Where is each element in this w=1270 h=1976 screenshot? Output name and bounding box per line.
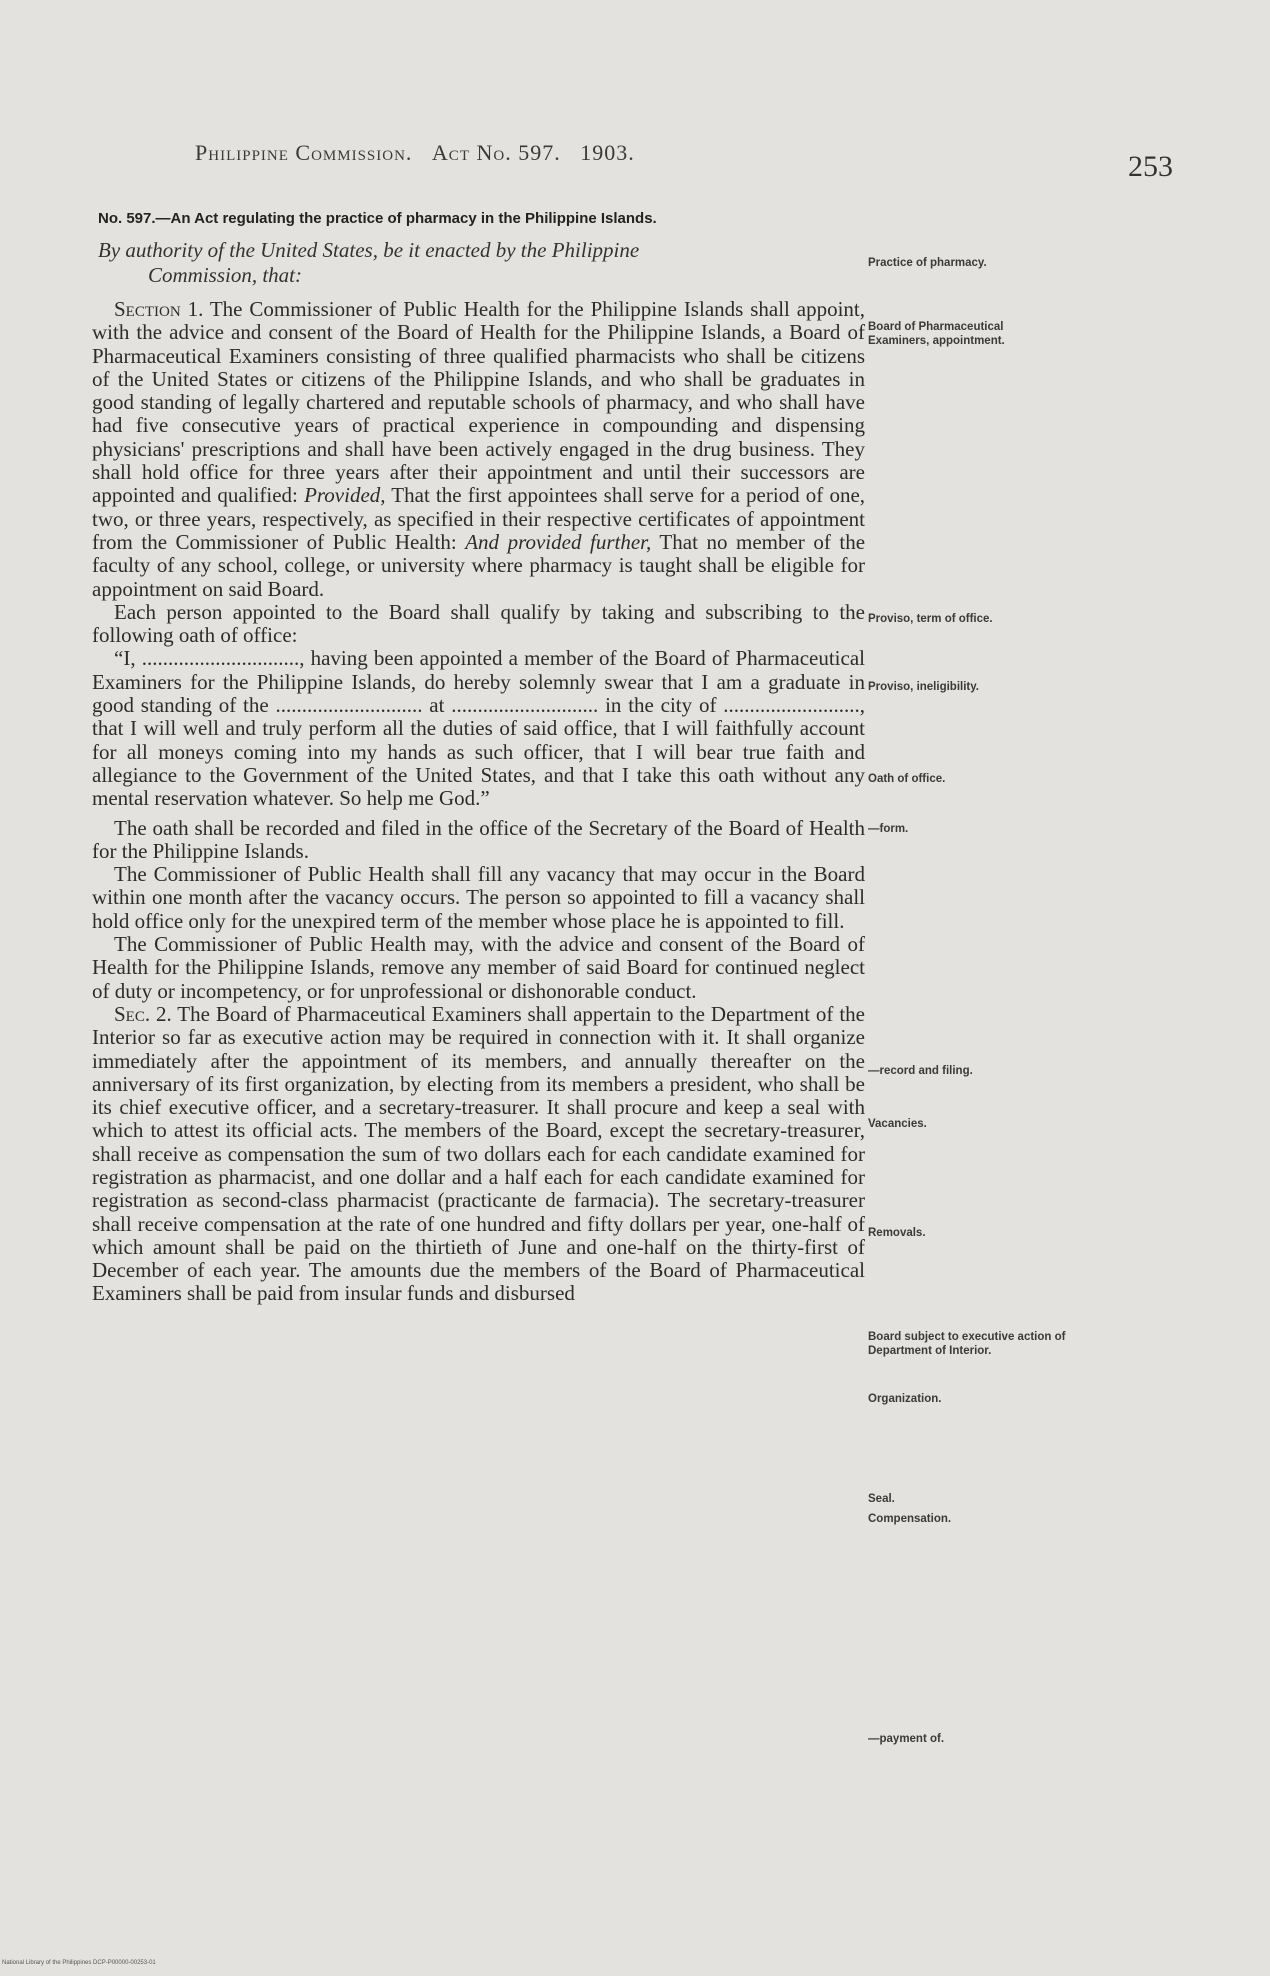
margin-note-form: —form. [868, 823, 909, 835]
oath-record-paragraph: The oath shall be recorded and filed in the office of the Secretary of the Board of Health for the Philippine Islands. [92, 815, 865, 863]
vacancies-paragraph: The Commissioner of Public Health shall fill any vacancy that may occur in the Board within one month after the vacancy occurs. The person so appointed to fill a vacancy shall hold office only for the unexpired term of the member whose place he is appointed to fill. [92, 862, 865, 933]
margin-note-compensation: Compensation. [868, 1513, 952, 1525]
section-2-text: The Board of Pharmaceutical Examiners shall appertain to the Department of the Interior so far as executive action may be required in connection with it. It shall organize immediately after the appointment of its members, and annually thereafter on the anniversary of its first organization, by electing from its members a president, who shall be its chief executive officer, and a secretary-treasurer. It shall procure and keep a seal with which to attest its official acts. The members of the Board, except the secretary-treasurer, shall receive as compensation the sum of two dollars each for each candidate examined for registration as pharmacist, and one dollar and a half each for each candidate examined for registration as second-class pharmacist (practicante de farmacia). The secretary-treasurer shall receive compensation at the rate of one hundred and fifty dollars per year, one-half of which amount shall be paid on the thirtieth of June and one-half on the thirty-first of December of each year. The amounts due the members of the Board of Pharmaceutical Examiners shall be paid from insular funds and disbursed [92, 1001, 865, 1306]
margin-note-record: —record and filing. [868, 1065, 973, 1077]
act-title: No. 597.—An Act regulating the practice of pharmacy in the Philippine Islands. [98, 210, 657, 227]
margin-note-seal: Seal. [868, 1493, 895, 1505]
running-head-commission: Philippine Commission. [195, 140, 413, 165]
section-1-text: The Commissioner of Public Health for the Philippine Islands shall appoint, with the advice and consent of the Board of Health for the Philippine Islands, a Board of Pharmaceutical Examiners consisting of three qualified pharmacists who shall be citizens of the United States or citizens of the Philippine Islands, and who shall be graduates in good standing of legally chartered and reputable schools of pharmacy, and who shall have had five consecutive years of practical experience in compounding and dispensing physicians' prescriptions and shall have been actively engaged in the drug business. They shall hold office for three years after their appointment and until their successors are appointed and qualified: [92, 297, 866, 508]
margin-note-removals: Removals. [868, 1227, 926, 1239]
oath-line-1: “I, .............................., having been appointed a member of the Board of Pharmaceutical Examiners for the Philippine Islands, do hereby solemnly swear that I am a graduate in good standing of the ............................ at ............................ in the city of .........................., [92, 646, 865, 718]
section-1-label: Section 1. [114, 297, 204, 321]
margin-note-board-subject: Board subject to executive action of Department of Interior. [868, 1331, 1066, 1357]
margin-note-vacancies: Vacancies. [868, 1118, 927, 1130]
running-head [195, 140, 635, 166]
oath-intro-paragraph: Each person appointed to the Board shall qualify by taking and subscribing to the following oath of office: [92, 599, 865, 648]
act-body [92, 298, 865, 1306]
running-head-act: Act No. 597. [431, 140, 561, 165]
margin-note-proviso-ineligibility: Proviso, ineligibility. [868, 681, 979, 693]
proviso-2-text: That no member of the faculty of any school, college, or university where pharmacy is taught shall be eligible for appointment on said Board. [92, 529, 866, 601]
margin-note-organization: Organization. [868, 1393, 942, 1405]
scan-footer: National Library of the Philippines DCP-P00000-00253-01 [2, 1960, 156, 1966]
enacting-line-1: By authority of the United States, be it enacted by the Philippine [98, 238, 640, 262]
enacting-line-2: Commission, that: [148, 263, 303, 287]
proviso-1-text: That the first appointees shall serve for a period of one, two, or three years, respectively, as specified in their respective certificates of appointment from the Commissioner of Public Health: [92, 483, 866, 554]
page-number: 253 [1128, 150, 1173, 183]
oath-form-paragraph [92, 647, 865, 810]
margin-note-board-appointment: Board of Pharmaceutical Examiners, appointment. [868, 321, 1005, 347]
section-2-paragraph [92, 1003, 865, 1306]
section-1-paragraph [92, 298, 865, 601]
proviso-2-label: And provided further, [465, 529, 652, 554]
section-2-label: Sec. 2. [114, 1001, 172, 1026]
oath-line-2: that I will well and truly perform all the duties of said office, that I will faithfully account for all moneys coming into my hands as such officer, that I will bear true faith and allegiance to the Government of the United States, and that I take this oath without any mental reservation whatever. So help me God.” [92, 716, 865, 811]
margin-note-proviso-term: Proviso, term of office. [868, 613, 993, 625]
margin-note-oath: Oath of office. [868, 773, 946, 785]
margin-note-payment: —payment of. [868, 1733, 945, 1745]
running-head-year: 1903. [580, 140, 635, 165]
enacting-clause [98, 238, 878, 288]
proviso-1-label: Provided, [304, 483, 386, 508]
removals-paragraph: The Commissioner of Public Health may, with the advice and consent of the Board of Health for the Philippine Islands, remove any member of said Board for continued neglect of duty or incompetency, or for unprofessional or dishonorable conduct. [92, 932, 865, 1003]
margin-note-practice: Practice of pharmacy. [868, 257, 987, 269]
